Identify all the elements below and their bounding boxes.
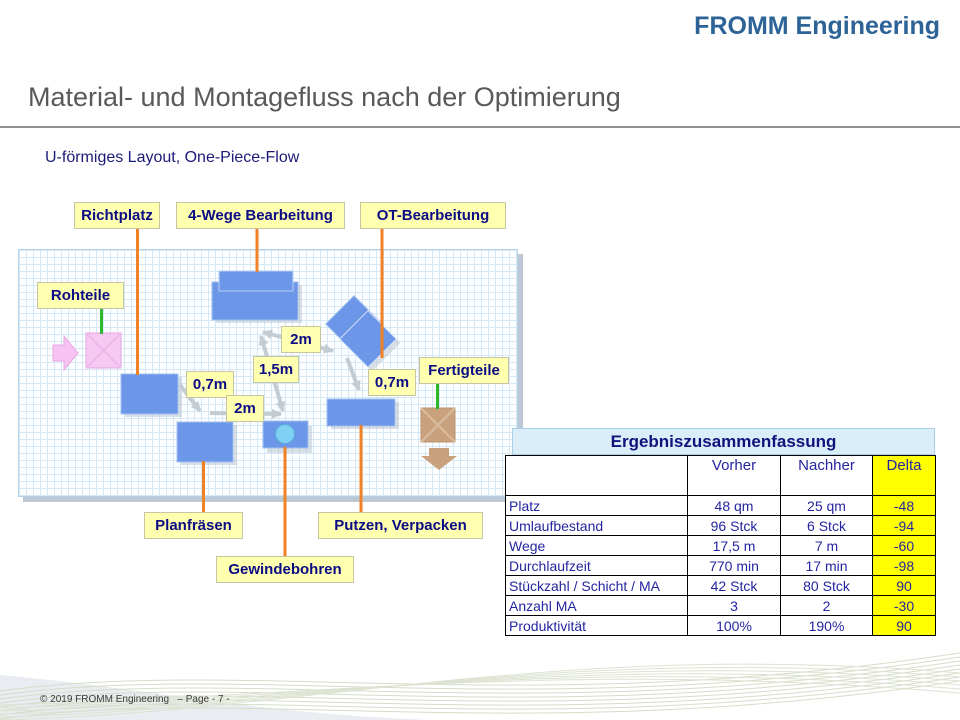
table-row (506, 516, 936, 536)
label-ot-bearbeitung: OT-Bearbeitung (360, 202, 506, 229)
row-label-cell: Umlaufbestand (506, 516, 688, 536)
nachher-cell: 25 qm (781, 496, 873, 516)
row-label-cell: Platz (506, 496, 688, 516)
wave-decoration (0, 633, 960, 720)
table-row (506, 596, 936, 616)
table-row (506, 496, 936, 516)
slide-subtitle: U-förmiges Layout, One-Piece-Flow (45, 149, 300, 166)
label-gewindebohren: Gewindebohren (216, 556, 354, 583)
results-header-row (506, 456, 936, 496)
vorher-cell: 17,5 m (688, 536, 781, 556)
brand-text: FROMM Engineering (694, 12, 940, 40)
delta-cell: -48 (873, 496, 936, 516)
delta-cell: -94 (873, 516, 936, 536)
vorher-cell: 96 Stck (688, 516, 781, 536)
page-title: Material- und Montagefluss nach der Optimierung (28, 82, 621, 112)
header-vorher-cell: Vorher (688, 456, 781, 496)
nachher-cell: 80 Stck (781, 576, 873, 596)
distance-label-vierwege-ot: 2m (281, 326, 321, 353)
table-row (506, 536, 936, 556)
distance-label-ot-putzen: 0,7m (368, 369, 416, 396)
row-label-cell: Anzahl MA (506, 596, 688, 616)
header-empty-cell (506, 456, 688, 496)
delta-cell: -30 (873, 596, 936, 616)
label-fertigteile: Fertigteile (419, 357, 509, 384)
distance-label-gewindebohren-vierwege: 1,5m (253, 356, 299, 383)
header-nachher-cell: Nachher (781, 456, 873, 496)
table-row (506, 556, 936, 576)
vorher-cell: 42 Stck (688, 576, 781, 596)
delta-cell: -60 (873, 536, 936, 556)
vorher-cell: 770 min (688, 556, 781, 576)
row-label-cell: Durchlaufzeit (506, 556, 688, 576)
label-planfraesen: Planfräsen (144, 512, 243, 539)
delta-cell: 90 (873, 616, 936, 636)
title-divider (0, 126, 960, 128)
nachher-cell: 190% (781, 616, 873, 636)
results-title: Ergebniszusammenfassung (512, 428, 935, 455)
vorher-cell: 48 qm (688, 496, 781, 516)
footer-copyright: © 2019 FROMM Engineering – Page - 7 - (40, 694, 230, 705)
vorher-cell: 3 (688, 596, 781, 616)
header-delta-cell: Delta (873, 456, 936, 496)
table-row (506, 616, 936, 636)
nachher-cell: 2 (781, 596, 873, 616)
delta-cell: -98 (873, 556, 936, 576)
vorher-cell: 100% (688, 616, 781, 636)
nachher-cell: 7 m (781, 536, 873, 556)
distance-label-planfraesen-gewindebohren: 2m (226, 395, 264, 422)
delta-cell: 90 (873, 576, 936, 596)
row-label-cell: Wege (506, 536, 688, 556)
nachher-cell: 6 Stck (781, 516, 873, 536)
nachher-cell: 17 min (781, 556, 873, 576)
label-rohteile: Rohteile (37, 282, 124, 309)
results-table (505, 455, 936, 636)
distance-label-richtplatz-planfraesen: 0,7m (186, 371, 234, 398)
label-4wege-bearbeitung: 4-Wege Bearbeitung (176, 202, 345, 229)
row-label-cell: Produktivität (506, 616, 688, 636)
row-label-cell: Stückzahl / Schicht / MA (506, 576, 688, 596)
table-row (506, 576, 936, 596)
label-putzen-verpacken: Putzen, Verpacken (318, 512, 483, 539)
label-richtplatz: Richtplatz (74, 202, 160, 229)
